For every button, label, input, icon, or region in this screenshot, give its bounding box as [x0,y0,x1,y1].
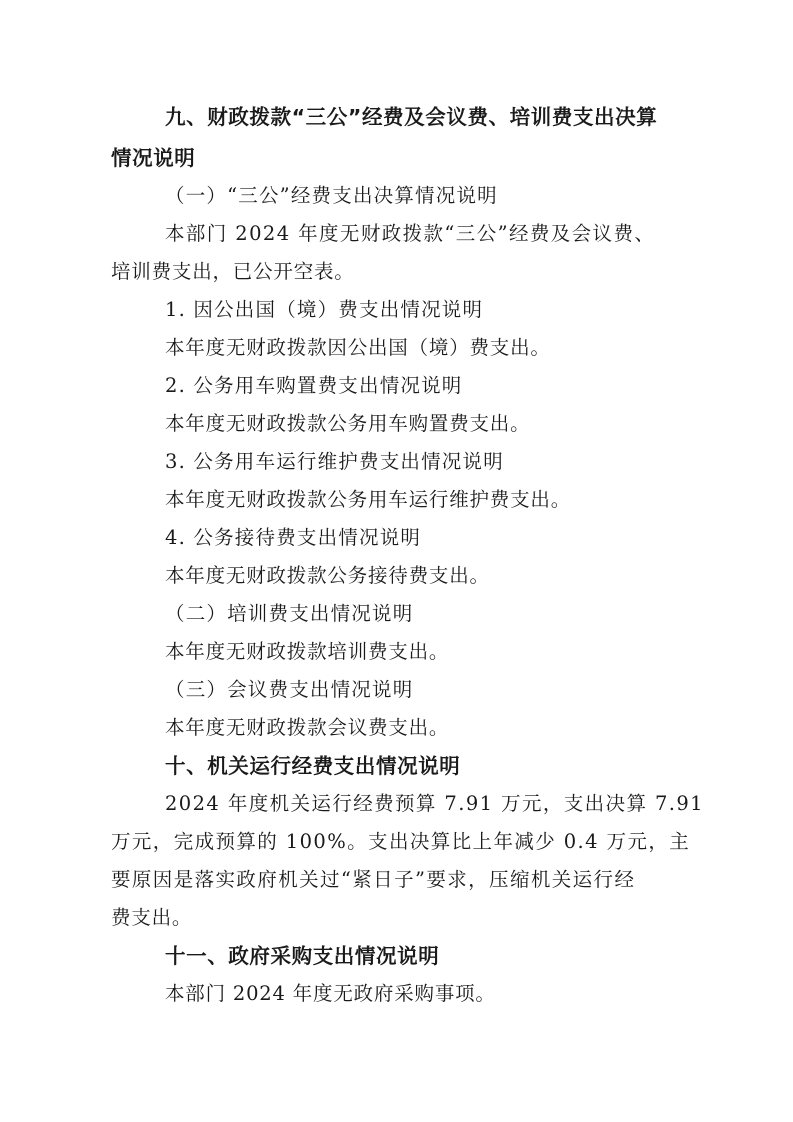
item-1-heading: 1. 因公出国（境）费支出情况说明 [165,298,484,321]
item-2-text: 本年度无财政拨款公务用车购置费支出。 [165,412,531,435]
subsection-1-heading: （一）“三公”经费支出决算情况说明 [165,184,498,207]
section-9-title-line-1: 九、财政拨款“三公”经费及会议费、培训费支出决算 [165,105,658,129]
item-3-heading: 3. 公务用车运行维护费支出情况说明 [165,450,504,473]
section-10-title: 十、机关运行经费支出情况说明 [165,754,461,778]
item-3-text: 本年度无财政拨款公务用车运行维护费支出。 [165,488,572,511]
section-11-text: 本部门 2024 年度无政府采购事项。 [165,982,496,1005]
section-11-title: 十一、政府采购支出情况说明 [165,944,440,968]
item-2-heading: 2. 公务用车购置费支出情况说明 [165,374,463,397]
item-1-text: 本年度无财政拨款因公出国（境）费支出。 [165,336,551,359]
subsection-3-text: 本年度无财政拨款会议费支出。 [165,716,450,739]
section-10-paragraph-line-1: 2024 年度机关运行经费预算 7.91 万元，支出决算 7.91 [165,792,704,815]
subsection-2-heading: （二）培训费支出情况说明 [165,602,414,625]
section-10-paragraph-line-3: 要原因是落实政府机关过“紧日子”要求，压缩机关运行经 [111,868,636,891]
item-4-heading: 4. 公务接待费支出情况说明 [165,526,422,549]
item-4-text: 本年度无财政拨款公务接待费支出。 [165,564,490,587]
subsection-1-paragraph-line-2: 培训费支出，已公开空表。 [111,260,355,283]
subsection-1-paragraph-line-1: 本部门 2024 年度无财政拨款“三公”经费及会议费、 [165,222,656,245]
section-10-paragraph-line-4: 费支出。 [111,906,193,929]
section-9-title-line-2: 情况说明 [111,146,196,170]
subsection-3-heading: （三）会议费支出情况说明 [165,678,414,701]
section-10-paragraph-line-2: 万元，完成预算的 100%。支出决算比上年减少 0.4 万元，主 [111,830,691,853]
subsection-2-text: 本年度无财政拨款培训费支出。 [165,640,450,663]
